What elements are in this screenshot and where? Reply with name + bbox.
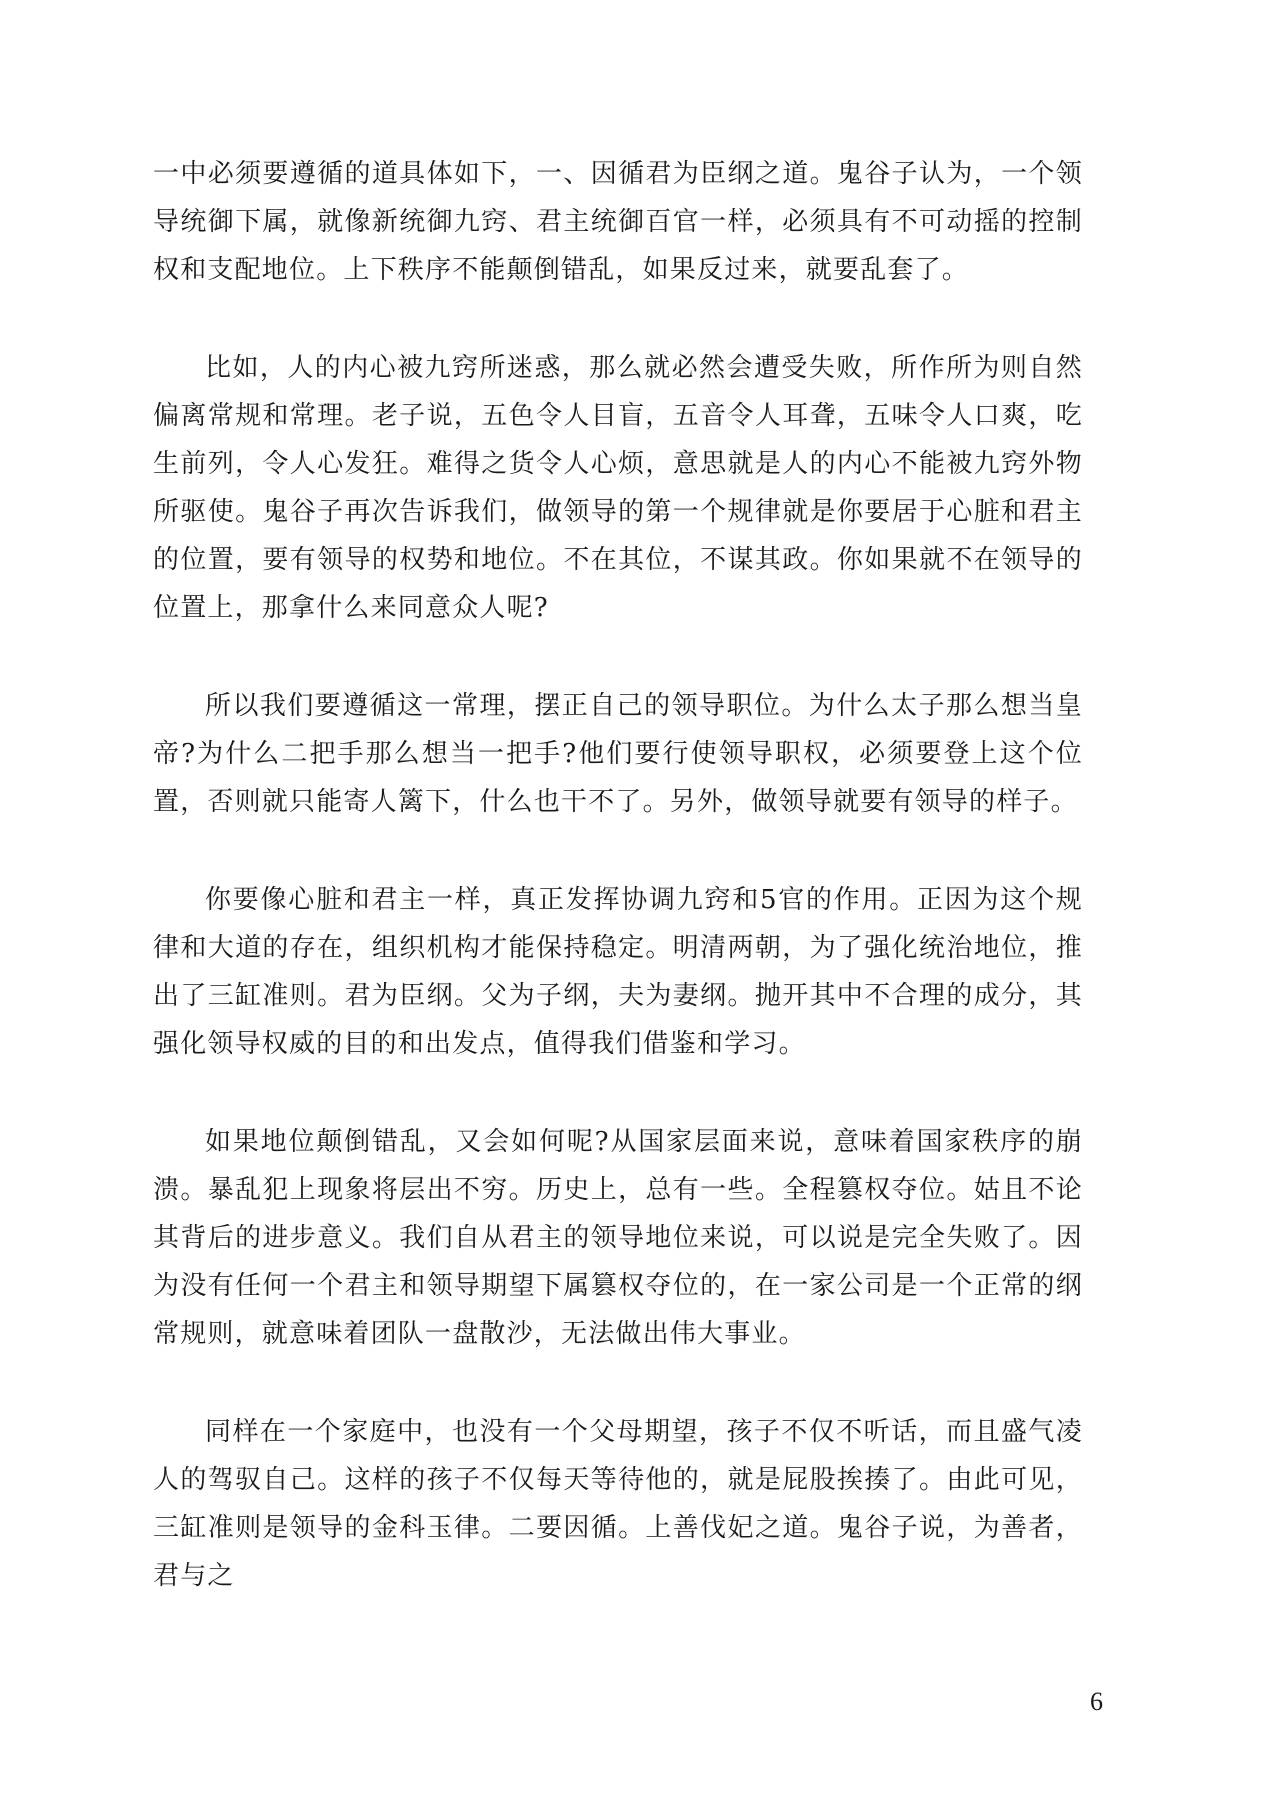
paragraph-continuation: 一中必须要遵循的道具体如下，一、因循君为臣纲之道。鬼谷子认为，一个领导统御下属，就像新统御九窍、君主统御百官一样，必须具有不可动摇的控制权和支配地位。上下秩序不能颠倒错乱，如果反过来，就要乱套了。 xyxy=(153,159,1083,285)
page-number: 6 xyxy=(1090,1687,1103,1716)
paragraph: 同样在一个家庭中，也没有一个父母期望，孩子不仅不听话，而且盛气凌人的驾驭自己。这样的孩子不仅每天等待他的，就是屁股挨揍了。由此可见，三缸准则是领导的金科玉律。二要因循。上善伐妃之道。鬼谷子说，为善者，君与之 xyxy=(153,1417,1083,1591)
paragraph: 你要像心脏和君主一样，真正发挥协调九窍和5官的作用。正因为这个规律和大道的存在，组织机构才能保持稳定。明清两朝，为了强化统治地位，推出了三缸准则。君为臣纲。父为子纲，夫为妻纲。抛开其中不合理的成分，其强化领导权威的目的和出发点，值得我们借鉴和学习。 xyxy=(153,885,1083,1059)
paragraph: 如果地位颠倒错乱，又会如何呢?从国家层面来说，意味着国家秩序的崩溃。暴乱犯上现象将层出不穷。历史上，总有一些。全程篡权夺位。姑且不论其背后的进步意义。我们自从君主的领导地位来说，可以说是完全失败了。因为没有任何一个君主和领导期望下属篡权夺位的，在一家公司是一个正常的纲常规则，就意味着团队一盘散沙，无法做出伟大事业。 xyxy=(153,1127,1083,1349)
paragraph: 所以我们要遵循这一常理，摆正自己的领导职位。为什么太子那么想当皇帝?为什么二把手那么想当一把手?他们要行使领导职权，必须要登上这个位置，否则就只能寄人篱下，什么也干不了。另外，做领导就要有领导的样子。 xyxy=(153,691,1083,817)
body-text xyxy=(153,150,1083,1600)
paragraph: 比如，人的内心被九窍所迷惑，那么就必然会遭受失败，所作所为则自然偏离常规和常理。老子说，五色令人目盲，五音令人耳聋，五味令人口爽，吃生前列，令人心发狂。难得之货令人心烦，意思就是人的内心不能被九窍外物所驱使。鬼谷子再次告诉我们，做领导的第一个规律就是你要居于心脏和君主的位置，要有领导的权势和地位。不在其位，不谋其政。你如果就不在领导的位置上，那拿什么来同意众人呢? xyxy=(153,353,1083,623)
